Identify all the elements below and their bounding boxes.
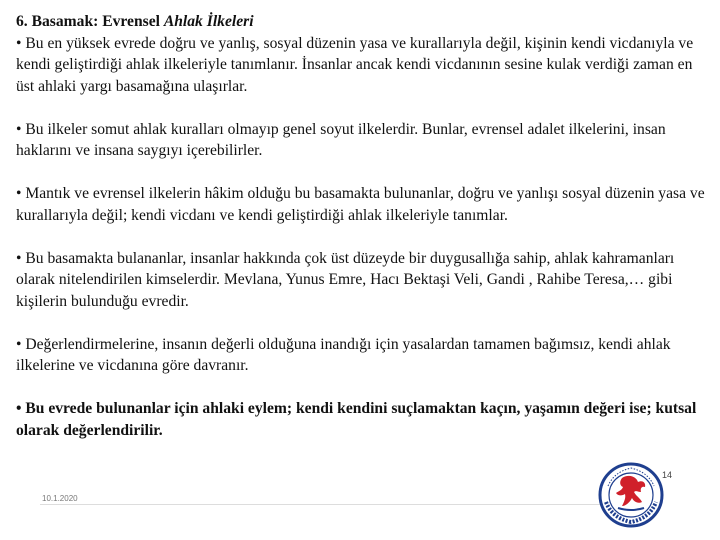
paragraph-6-bold: • Bu evrede bulunanlar için ahlaki eylem; kendi kendini suçlamaktan kaçın, yaşamın değeri ise; kutsal olarak değerlendirilir. [16, 400, 697, 439]
slide-title-italic: Ahlak İlkeleri [163, 13, 254, 30]
page-number: 14 [662, 470, 673, 480]
slide-content [16, 11, 706, 463]
footer-date: 10.1.2020 [42, 494, 78, 503]
paragraph-5: • Değerlendirmelerine, insanın değerli olduğuna inandığı için yasalardan tamamen bağımsız, kendi ahlak ilkelerine ve vicdanına göre davranır. [16, 335, 671, 374]
slide-title [16, 11, 706, 33]
footer-divider [40, 504, 600, 505]
paragraph-3: • Mantık ve evrensel ilkelerin hâkim olduğu bu basamakta bulunanlar, doğru ve yanlışı sosyal düzenin yasa ve kurallarıyla değil; kendi vicdanı ve kendi geliştirdiği ahlak ilkeleriyle tanımlar. [16, 185, 705, 224]
slide-title-prefix: 6. Basamak: Evrensel [16, 13, 164, 30]
paragraph-4: • Bu basamakta bulananlar, insanlar hakkında çok üst düzeyde bir duygusallığa sahip, ahlak kahramanları olarak nitelendirilen kimselerdir. Mevlana, Yunus Emre, Hacı Bektaşi Veli, Gandi , Rahibe Teresa,… gibi kişilerin bulunduğu evredir. [16, 249, 675, 310]
university-seal-icon [598, 462, 664, 528]
paragraph-1: • Bu en yüksek evrede doğru ve yanlış, sosyal düzenin yasa ve kurallarıyla değil, kişinin kendi vicdanıyla ve kendi geliştirdiği ahlak ilkeleriyle tanımlanır. İnsanlar ancak kendi vicdanının sesine kulak verdiği zaman en üst ahlaki yargı basamağına ulaşırlar. [16, 34, 694, 95]
paragraph-2: • Bu ilkeler somut ahlak kuralları olmayıp genel soyut ilkelerdir. Bunlar, evrensel adalet ilkelerini, insan haklarını ve insana saygıyı içerebilirler. [16, 120, 666, 159]
